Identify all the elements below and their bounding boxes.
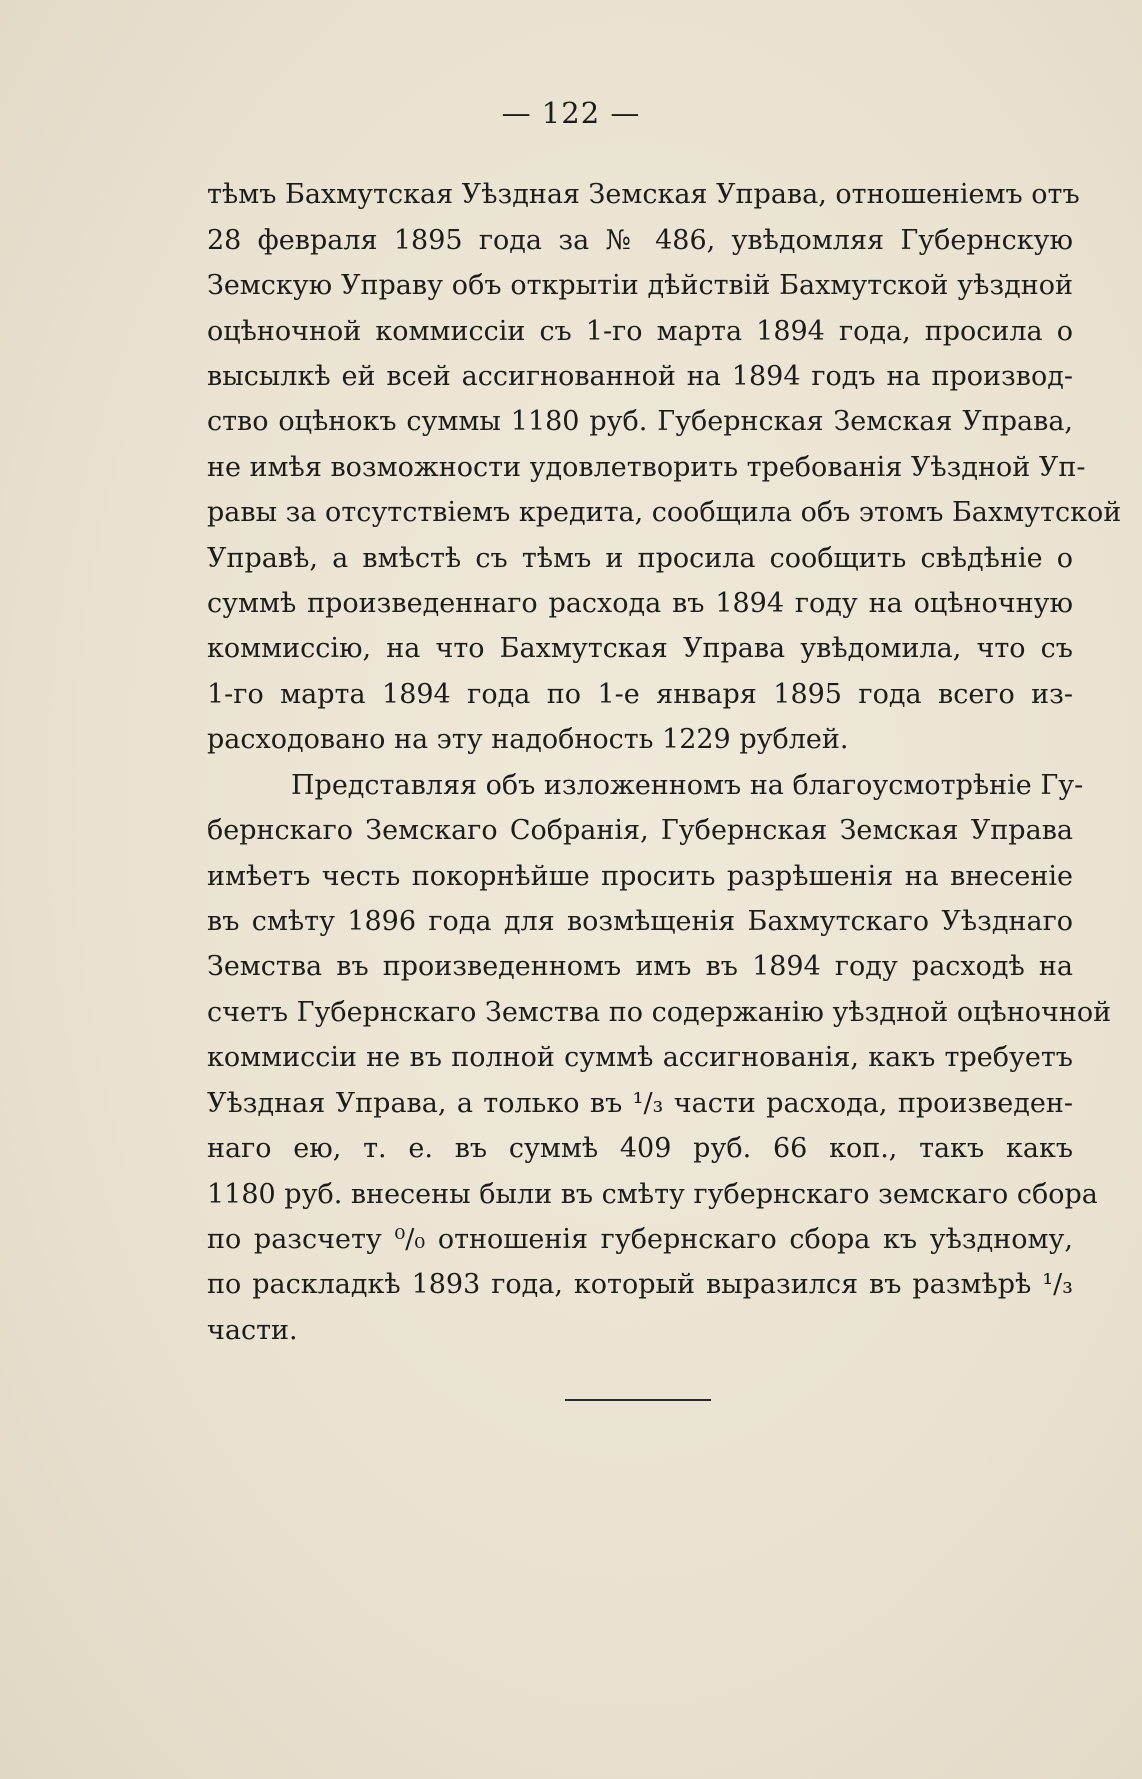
- text-line: въ смѣту 1896 года для возмѣщенія Бахмутскаго Уѣзднаго: [207, 906, 1073, 937]
- section-divider: [565, 1399, 711, 1401]
- text-line: Земскую Управу объ открытіи дѣйствій Бахмутской уѣздной: [207, 270, 1073, 301]
- text-line: 28 февраля 1895 года за № 486, увѣдомляя Губернскую: [207, 225, 1073, 256]
- text-line: ство оцѣнокъ суммы 1180 руб. Губернская Земская Управа,: [207, 406, 1073, 437]
- text-line: по разсчету ⁰/₀ отношенія губернскаго сбора къ уѣздному,: [207, 1224, 1073, 1255]
- text-line: оцѣночной коммиссіи съ 1-го марта 1894 года, просила о: [207, 316, 1073, 347]
- text-line: коммиссію, на что Бахмутская Управа увѣдомила, что съ: [207, 633, 1073, 664]
- text-line: Земства въ произведенномъ имъ въ 1894 году расходѣ на: [207, 951, 1073, 982]
- page-number: — 122 —: [501, 96, 641, 130]
- text-line: 1180 руб. внесены были въ смѣту губернскаго земскаго сбора: [207, 1179, 1098, 1210]
- text-line: равы за отсутствіемъ кредита, сообщила объ этомъ Бахмутской: [207, 497, 1122, 528]
- text-line: высылкѣ ей всей ассигнованной на 1894 годъ на производ-: [207, 361, 1073, 392]
- text-line: тѣмъ Бахмутская Уѣздная Земская Управа, отношеніемъ отъ: [207, 179, 1080, 210]
- text-line: Уѣздная Управа, а только въ ¹/₃ части расхода, произведен-: [207, 1088, 1073, 1119]
- text-line: наго ею, т. е. въ суммѣ 409 руб. 66 коп., такъ какъ: [207, 1133, 1073, 1164]
- text-line: 1-го марта 1894 года по 1-е января 1895 года всего из-: [207, 679, 1073, 710]
- text-line: счетъ Губернскаго Земства по содержанію уѣздной оцѣночной: [207, 997, 1112, 1028]
- text-line: по раскладкѣ 1893 года, который выразился въ размѣрѣ ¹/₃: [207, 1269, 1073, 1300]
- text-line: бернскаго Земскаго Собранія, Губернская Земская Управа: [207, 815, 1073, 846]
- text-line: суммѣ произведеннаго расхода въ 1894 году на оцѣночную: [207, 588, 1073, 619]
- text-line: Управѣ, а вмѣстѣ съ тѣмъ и просила сообщить свѣдѣніе о: [207, 543, 1073, 574]
- text-line: имѣетъ честь покорнѣйше просить разрѣшенія на внесеніе: [207, 861, 1073, 892]
- text-line: Представляя объ изложенномъ на благоусмотрѣніе Гу-: [291, 770, 1084, 801]
- text-line: части.: [207, 1315, 298, 1346]
- text-line: расходовано на эту надобность 1229 рублей.: [207, 724, 849, 755]
- text-line: коммиссіи не въ полной суммѣ ассигнованія, какъ требуетъ: [207, 1042, 1073, 1073]
- text-line: не имѣя возможности удовлетворить требованія Уѣздной Уп-: [207, 452, 1086, 483]
